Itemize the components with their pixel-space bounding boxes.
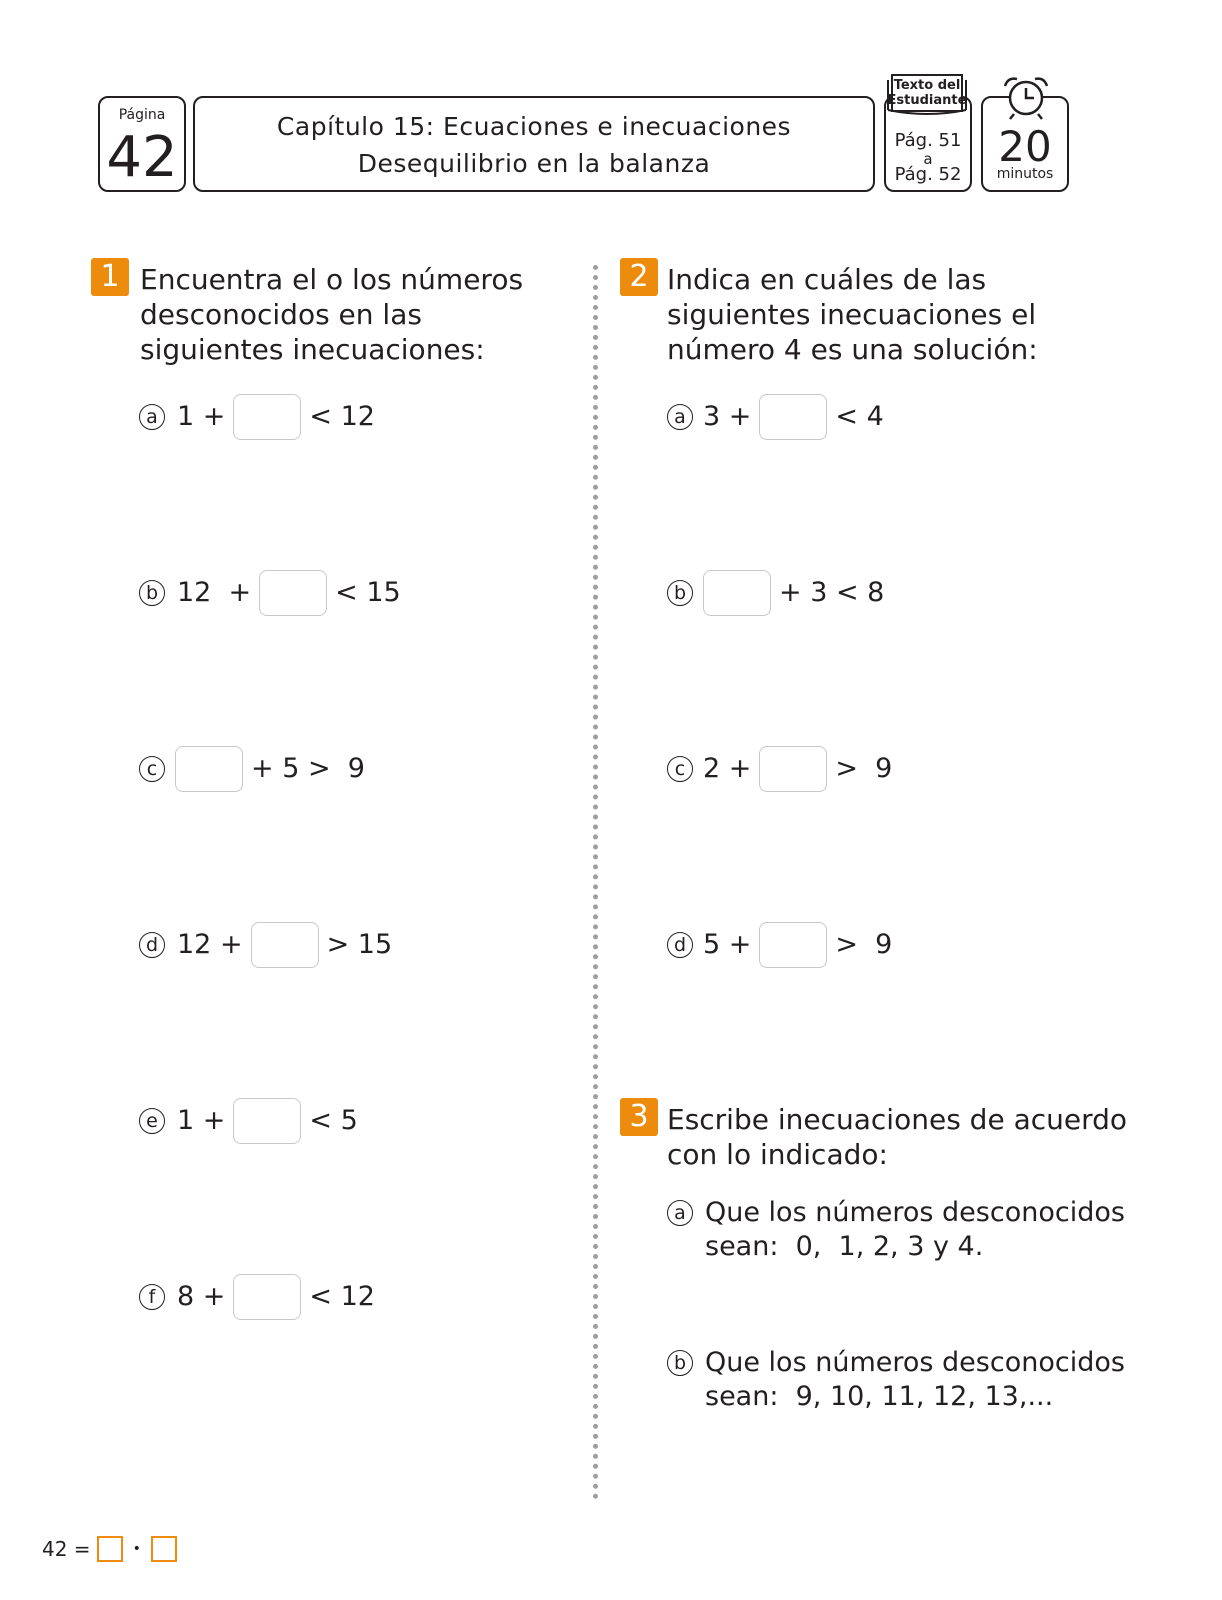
ex1-item-a-left: 1 + bbox=[177, 401, 226, 432]
ex1-item-c bbox=[139, 746, 365, 792]
ex2-item-a-right: < 4 bbox=[835, 401, 884, 432]
book-icon bbox=[886, 72, 968, 116]
ex1-item-d-left: 12 + bbox=[177, 929, 243, 960]
footer-factor-box-2[interactable] bbox=[151, 1536, 177, 1562]
ref-connector: a bbox=[923, 150, 933, 168]
ex3-item-b-line1: Que los números desconocidos bbox=[705, 1347, 1125, 1378]
time-value: 20 bbox=[998, 122, 1052, 171]
ex2-item-b bbox=[667, 570, 884, 616]
ex2-item-c-letter: c bbox=[667, 756, 693, 782]
ex1-item-e bbox=[139, 1098, 358, 1144]
ex1-item-e-answer-box[interactable] bbox=[233, 1098, 301, 1144]
exercise-1-instruction-line2: desconocidos en las bbox=[140, 298, 422, 331]
ex2-item-b-letter: b bbox=[667, 580, 693, 606]
column-divider bbox=[593, 265, 598, 1500]
page-number: 42 bbox=[106, 125, 178, 190]
ex1-item-b-answer-box[interactable] bbox=[259, 570, 327, 616]
chapter-title: Capítulo 15: Ecuaciones e inecuaciones bbox=[276, 112, 792, 141]
ex2-item-b-answer-box[interactable] bbox=[703, 570, 771, 616]
ex1-item-e-right: < 5 bbox=[309, 1105, 358, 1136]
exercise-3-instruction-line1: Escribe inecuaciones de acuerdo bbox=[667, 1103, 1128, 1136]
ex2-item-a-letter: a bbox=[667, 404, 693, 430]
ex1-item-b-left: 12 + bbox=[177, 577, 252, 608]
ref-start-page: Pág. 51 bbox=[894, 130, 962, 151]
ex2-item-a bbox=[667, 394, 884, 440]
ex3-item-a-letter: a bbox=[667, 1200, 693, 1226]
page-label: Página bbox=[118, 107, 166, 123]
time-unit: minutos bbox=[996, 166, 1054, 182]
ex1-item-a-answer-box[interactable] bbox=[233, 394, 301, 440]
ex1-item-b bbox=[139, 570, 401, 616]
ex2-item-d-answer-box[interactable] bbox=[759, 922, 827, 968]
ref-end-page: Pág. 52 bbox=[894, 164, 962, 185]
ex2-item-a-answer-box[interactable] bbox=[759, 394, 827, 440]
ex1-item-c-letter: c bbox=[139, 756, 165, 782]
footer-factorization bbox=[42, 1536, 177, 1562]
ex3-item-a-line2: sean: 0, 1, 2, 3 y 4. bbox=[705, 1231, 984, 1262]
ex1-item-d-letter: d bbox=[139, 932, 165, 958]
ex2-item-c bbox=[667, 746, 892, 792]
exercise-3-instruction-line2: con lo indicado: bbox=[667, 1138, 888, 1171]
ex2-item-d-right: > 9 bbox=[835, 929, 893, 960]
exercise-1-badge: 1 bbox=[91, 258, 129, 296]
ex1-item-e-left: 1 + bbox=[177, 1105, 226, 1136]
alarm-clock-icon bbox=[1000, 74, 1052, 120]
footer-expression: 42 = bbox=[42, 1537, 91, 1561]
ex3-item-b-letter: b bbox=[667, 1350, 693, 1376]
exercise-2-instruction-line2: siguientes inecuaciones el bbox=[667, 298, 1037, 331]
exercise-2-badge: 2 bbox=[620, 258, 658, 296]
ex3-item-b-line2: sean: 9, 10, 11, 12, 13,... bbox=[705, 1381, 1054, 1412]
ex3-item-a-line1: Que los números desconocidos bbox=[705, 1197, 1125, 1228]
ex1-item-a bbox=[139, 394, 375, 440]
book-label-line2: Estudiante bbox=[887, 93, 967, 108]
exercise-2-instruction-line1: Indica en cuáles de las bbox=[667, 263, 987, 296]
ex1-item-d bbox=[139, 922, 392, 968]
ex1-item-f-letter: f bbox=[139, 1284, 165, 1310]
exercise-1-instruction-line3: siguientes inecuaciones: bbox=[140, 333, 485, 366]
ex1-item-f bbox=[139, 1274, 375, 1320]
exercise-3-badge: 3 bbox=[620, 1098, 658, 1136]
ex2-item-a-left: 3 + bbox=[703, 401, 752, 432]
ex2-item-d bbox=[667, 922, 892, 968]
ex1-item-f-right: < 12 bbox=[309, 1281, 375, 1312]
ex1-item-c-answer-box[interactable] bbox=[175, 746, 243, 792]
ex2-item-b-right: + 3 < 8 bbox=[779, 577, 885, 608]
ex2-item-c-right: > 9 bbox=[835, 753, 893, 784]
ex1-item-d-right: > 15 bbox=[326, 929, 393, 960]
footer-dot: • bbox=[132, 1541, 141, 1557]
ex1-item-c-right: + 5 > 9 bbox=[251, 753, 365, 784]
ex1-item-d-answer-box[interactable] bbox=[251, 922, 319, 968]
exercise-2-instruction-line3: número 4 es una solución: bbox=[667, 333, 1038, 366]
ex1-item-a-letter: a bbox=[139, 404, 165, 430]
book-label-line1: Texto del bbox=[893, 78, 961, 93]
ex2-item-d-left: 5 + bbox=[703, 929, 752, 960]
ex1-item-b-right: < 15 bbox=[335, 577, 401, 608]
page-number-box bbox=[98, 96, 186, 192]
footer-factor-box-1[interactable] bbox=[97, 1536, 123, 1562]
exercise-1-instruction-line1: Encuentra el o los números bbox=[140, 263, 524, 296]
ex2-item-c-answer-box[interactable] bbox=[759, 746, 827, 792]
ex1-item-f-left: 8 + bbox=[177, 1281, 226, 1312]
ex2-item-c-left: 2 + bbox=[703, 753, 752, 784]
chapter-title-box bbox=[193, 96, 875, 192]
ex1-item-b-letter: b bbox=[139, 580, 165, 606]
ex1-item-f-answer-box[interactable] bbox=[233, 1274, 301, 1320]
ex2-item-d-letter: d bbox=[667, 932, 693, 958]
ex1-item-e-letter: e bbox=[139, 1108, 165, 1134]
lesson-subtitle: Desequilibrio en la balanza bbox=[357, 149, 711, 178]
ex1-item-a-right: < 12 bbox=[309, 401, 375, 432]
